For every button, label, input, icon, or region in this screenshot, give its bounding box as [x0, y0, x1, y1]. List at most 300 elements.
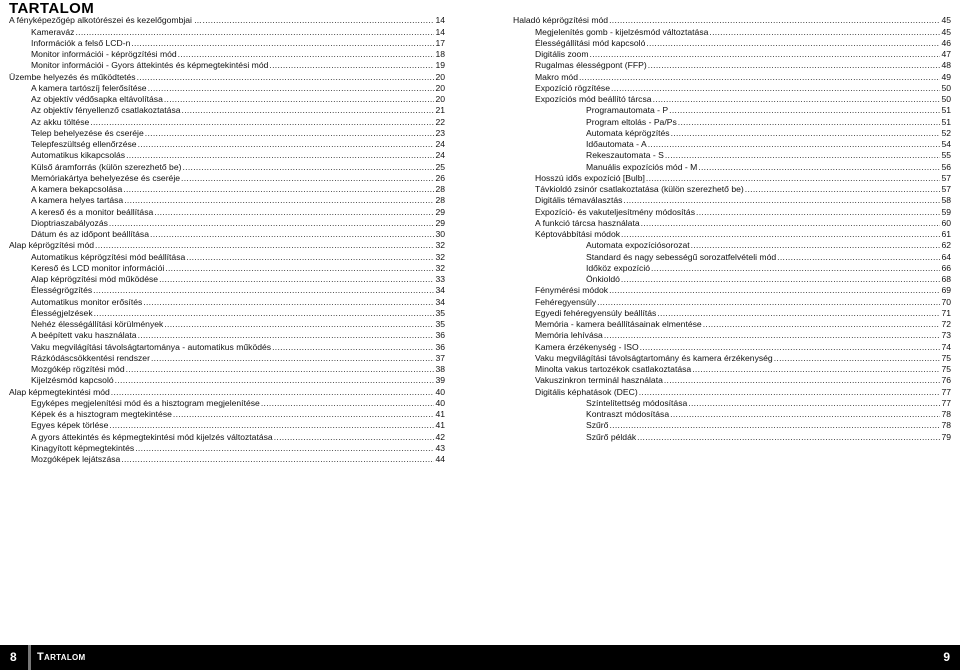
toc-entry-label: Vakuszinkron terminál használata	[535, 375, 663, 386]
toc-entry-label: Standard és nagy sebességű sorozatfelvételi mód	[586, 251, 777, 262]
toc-entry[interactable]	[513, 71, 951, 82]
toc-entry-page-number: 73	[941, 330, 951, 341]
dot-leader	[579, 72, 940, 83]
toc-entry-label: Nehéz élességállítási körülmények	[31, 319, 164, 329]
toc-entry[interactable]	[9, 285, 445, 296]
toc-entry-page-number: 46	[941, 37, 951, 48]
dot-leader	[637, 432, 940, 443]
dot-leader	[709, 27, 940, 38]
footer-left-page-number: 8	[10, 650, 17, 664]
toc-entry-page-number: 35	[435, 319, 445, 329]
toc-entry-page-number: 51	[941, 116, 951, 127]
toc-entry[interactable]	[513, 398, 951, 409]
toc-entry-page-number: 37	[435, 352, 445, 363]
toc-entry[interactable]	[9, 386, 445, 397]
toc-entry-label: Haladó képrögzítési mód	[513, 15, 609, 26]
toc-entry[interactable]	[513, 274, 951, 285]
dot-leader	[653, 94, 941, 105]
toc-entry-page-number: 60	[941, 217, 951, 228]
toc-entry[interactable]	[513, 285, 951, 296]
dot-leader	[646, 173, 941, 184]
toc-entry-label: Kamera érzékenység - ISO	[535, 341, 639, 352]
toc-entry[interactable]	[9, 263, 445, 274]
toc-entry-page-number: 40	[435, 397, 445, 408]
toc-entry-label: Expozíció rögzítése	[535, 82, 610, 93]
toc-entry-label: Üzembe helyezés és működtetés	[9, 71, 136, 82]
toc-entry-page-number: 34	[435, 296, 445, 307]
dot-leader	[669, 105, 940, 116]
dot-leader	[178, 49, 435, 60]
toc-entry[interactable]	[9, 353, 445, 364]
toc-entry-label: Expozíció- és vakuteljesítmény módosítás	[535, 206, 696, 217]
toc-entry-label: A fényképezőgép alkotórészei és kezelőgombjai ...	[9, 15, 202, 26]
dot-leader	[121, 454, 434, 465]
dot-leader	[609, 420, 940, 431]
toc-entry-page-number: 75	[941, 364, 951, 374]
dot-leader	[94, 308, 435, 319]
toc-entry[interactable]	[9, 150, 445, 161]
toc-entry[interactable]	[9, 274, 445, 285]
toc-entry-label: Szűrő példák	[586, 431, 637, 442]
toc-entry-label: Rázkódáscsökkentési rendszer	[31, 352, 150, 363]
toc-entry[interactable]	[9, 364, 445, 375]
toc-entry-page-number: 32	[435, 262, 445, 273]
dot-leader	[671, 128, 941, 139]
dot-leader	[93, 285, 434, 296]
dot-leader	[151, 353, 435, 364]
toc-entry-label: Fehéregyensúly	[535, 296, 597, 307]
toc-entry-page-number: 19	[435, 60, 445, 71]
toc-entry[interactable]	[9, 26, 445, 37]
toc-entry-page-number: 14	[435, 26, 445, 37]
toc-entry-label: Minolta vakus tartozékok csatlakoztatása	[535, 364, 692, 374]
dot-leader	[269, 60, 434, 71]
toc-entry-label: Programautomata - P	[586, 105, 669, 116]
toc-entry-page-number: 22	[435, 116, 445, 127]
dot-leader	[150, 229, 434, 240]
toc-entry-label: Memóriakártya behelyezése és cseréje	[31, 172, 181, 183]
dot-leader	[648, 139, 941, 150]
toc-entry-label: Egyképes megjelenítési mód és a hisztogram megjelenítése	[31, 397, 260, 408]
toc-entry[interactable]	[513, 420, 951, 431]
toc-entry-label: Az akku töltése	[31, 116, 90, 127]
toc-entry[interactable]	[513, 364, 951, 375]
toc-entry[interactable]	[513, 240, 951, 251]
toc-entry-label: Digitális zoom	[535, 49, 589, 59]
toc-entry[interactable]	[9, 308, 445, 319]
toc-entry[interactable]	[513, 229, 951, 240]
dot-leader	[665, 150, 941, 161]
toc-entry-page-number: 55	[941, 150, 951, 161]
page-footer	[0, 645, 960, 670]
dot-leader	[597, 297, 940, 308]
dot-leader	[154, 207, 434, 218]
toc-entry-page-number: 61	[941, 229, 951, 239]
toc-column-left	[9, 15, 445, 465]
toc-entry[interactable]	[9, 139, 445, 150]
toc-entry-label: Memória lehívása	[535, 330, 603, 341]
dot-leader	[181, 173, 434, 184]
toc-entry[interactable]	[9, 409, 445, 420]
dot-leader	[173, 409, 435, 420]
toc-entry-page-number: 57	[941, 184, 951, 194]
toc-entry[interactable]	[9, 161, 445, 172]
toc-entry-label: Program eltolás - Pa/Ps	[586, 116, 677, 127]
toc-entry-page-number: 35	[435, 307, 445, 318]
toc-entry-label: Rugalmas élességpont (FFP)	[535, 60, 647, 71]
toc-entry-label: Mozgókép rögzítési mód	[31, 364, 125, 374]
toc-entry-page-number: 54	[941, 139, 951, 149]
dot-leader	[182, 105, 435, 116]
toc-entry[interactable]	[513, 375, 951, 386]
toc-entry[interactable]	[9, 15, 445, 26]
toc-entry[interactable]	[513, 139, 951, 150]
toc-entry[interactable]	[9, 195, 445, 206]
toc-entry-page-number: 41	[435, 409, 445, 419]
dot-leader	[135, 443, 434, 454]
toc-entry-label: Időautomata - A	[586, 139, 647, 149]
toc-entry-label: Memória - kamera beállításainak elmentése	[535, 319, 702, 329]
dot-leader	[186, 252, 434, 263]
toc-entry-page-number: 39	[435, 375, 445, 386]
dot-leader	[164, 94, 435, 105]
dot-leader	[604, 330, 941, 341]
toc-entry[interactable]	[513, 251, 951, 262]
toc-entry-label: Makro mód	[535, 71, 578, 82]
toc-entry-label: Szűrő	[586, 420, 609, 431]
toc-entry-page-number: 20	[435, 82, 445, 93]
toc-entry[interactable]	[513, 341, 951, 352]
dot-leader	[115, 375, 435, 386]
toc-entry[interactable]	[513, 26, 951, 37]
toc-entry[interactable]	[9, 431, 445, 442]
toc-entry[interactable]	[513, 161, 951, 172]
toc-entry-label: Élességjelzések	[31, 307, 93, 318]
toc-entry[interactable]	[513, 431, 951, 442]
toc-entry[interactable]	[513, 105, 951, 116]
dot-leader	[777, 252, 940, 263]
toc-entry-page-number: 77	[941, 397, 951, 408]
toc-entry[interactable]	[9, 184, 445, 195]
toc-entry[interactable]	[513, 83, 951, 94]
dot-leader	[109, 218, 435, 229]
toc-entry[interactable]	[9, 116, 445, 127]
dot-leader	[698, 162, 940, 173]
toc-entry-label: Önkioldó	[586, 274, 620, 284]
toc-entry[interactable]	[9, 206, 445, 217]
toc-entry-label: Telepfeszültség ellenőrzése	[31, 139, 137, 149]
toc-entry-page-number: 79	[941, 431, 951, 442]
toc-entry-page-number: 29	[435, 206, 445, 217]
dot-leader	[137, 72, 435, 83]
toc-entry[interactable]	[9, 375, 445, 386]
toc-entry-label: Egyes képek törlése	[31, 420, 109, 431]
toc-entry[interactable]	[513, 330, 951, 341]
toc-entry[interactable]	[513, 15, 951, 26]
toc-entry-label: Külső áramforrás (külön szerezhető be)	[31, 161, 182, 172]
dot-leader	[646, 38, 940, 49]
toc-entry-page-number: 36	[435, 341, 445, 352]
toc-entry[interactable]	[9, 420, 445, 431]
toc-entry[interactable]	[513, 49, 951, 60]
toc-entry-label: Időköz expozíció	[586, 262, 651, 273]
toc-entry[interactable]	[513, 296, 951, 307]
toc-entry[interactable]	[9, 330, 445, 341]
toc-entry-page-number: 66	[941, 262, 951, 273]
toc-entry-page-number: 69	[941, 285, 951, 296]
toc-entry[interactable]	[513, 173, 951, 184]
dot-leader	[164, 319, 434, 330]
toc-entry[interactable]	[513, 94, 951, 105]
dot-leader	[609, 15, 940, 26]
toc-entry[interactable]	[513, 308, 951, 319]
toc-entry-label: Kereső és LCD monitor információi	[31, 262, 165, 273]
toc-entry-label: Kijelzésmód kapcsoló	[31, 375, 114, 386]
toc-entry-page-number: 26	[435, 172, 445, 183]
toc-entry-page-number: 64	[941, 251, 951, 262]
toc-entry-page-number: 44	[435, 454, 445, 464]
toc-entry-label: Telep behelyezése és cseréje	[31, 127, 144, 138]
toc-entry[interactable]	[513, 263, 951, 274]
toc-entry-page-number: 33	[435, 274, 445, 284]
toc-entry-page-number: 50	[941, 82, 951, 93]
dot-leader	[774, 353, 941, 364]
toc-entry-page-number: 25	[435, 161, 445, 172]
dot-leader	[143, 297, 434, 308]
toc-entry[interactable]	[513, 195, 951, 206]
toc-entry-page-number: 32	[435, 251, 445, 262]
dot-leader	[138, 330, 435, 341]
footer-right-page-number: 9	[943, 650, 950, 664]
dot-leader	[691, 240, 941, 251]
toc-entry[interactable]	[513, 184, 951, 195]
dot-leader	[623, 195, 940, 206]
toc-entry-page-number: 74	[941, 341, 951, 352]
toc-entry-label: A kereső és a monitor beállítása	[31, 206, 154, 217]
toc-entry-label: A kamera helyes tartása	[31, 195, 124, 206]
toc-entry[interactable]	[9, 229, 445, 240]
toc-entry-page-number: 71	[941, 307, 951, 318]
toc-entry[interactable]	[9, 83, 445, 94]
toc-entry-page-number: 52	[941, 127, 951, 138]
dot-leader	[648, 60, 941, 71]
dot-leader	[109, 420, 434, 431]
toc-entry-label: Az objektív védősapka eltávolítása	[31, 94, 163, 104]
dot-leader	[159, 274, 434, 285]
toc-entry-page-number: 38	[435, 364, 445, 374]
dot-leader	[651, 263, 940, 274]
dot-leader	[165, 263, 434, 274]
toc-entry-page-number: 20	[435, 71, 445, 82]
toc-entry[interactable]	[9, 319, 445, 330]
dot-leader	[75, 27, 434, 38]
toc-entry-page-number: 24	[435, 139, 445, 149]
toc-entry-label: Fénymérési módok	[535, 285, 609, 296]
toc-entry-page-number: 62	[941, 240, 951, 251]
toc-entry-label: Monitor információi - képrögzítési mód	[31, 49, 177, 59]
toc-entry-page-number: 21	[435, 105, 445, 116]
dot-leader	[203, 15, 435, 26]
toc-entry-label: Információk a felső LCD-n	[31, 37, 131, 48]
toc-entry-page-number: 58	[941, 195, 951, 206]
toc-entry-page-number: 70	[941, 296, 951, 307]
toc-entry[interactable]	[9, 443, 445, 454]
dot-leader	[696, 207, 940, 218]
toc-entry-page-number: 45	[941, 15, 951, 26]
dot-leader	[688, 398, 940, 409]
toc-entry-label: Képtovábbítási módok	[535, 229, 621, 239]
toc-entry-page-number: 18	[435, 49, 445, 59]
toc-entry-page-number: 28	[435, 184, 445, 194]
toc-entry-label: Digitális képhatások (DEC)	[535, 386, 638, 397]
toc-entry-label: Képek és a hisztogram megtekintése	[31, 409, 172, 419]
toc-entry-label: Automatikus kikapcsolás	[31, 150, 126, 161]
toc-entry-label: Alap képrögzítési mód	[9, 240, 95, 251]
toc-entry-page-number: 41	[435, 420, 445, 431]
dot-leader	[611, 83, 940, 94]
toc-entry-page-number: 43	[435, 442, 445, 453]
dot-leader	[123, 184, 434, 195]
toc-entry[interactable]	[513, 206, 951, 217]
dot-leader	[641, 218, 941, 229]
toc-entry-page-number: 28	[435, 195, 445, 206]
toc-entry[interactable]	[9, 454, 445, 465]
toc-entry[interactable]	[9, 128, 445, 139]
toc-entry-page-number: 34	[435, 285, 445, 296]
dot-leader	[145, 128, 435, 139]
toc-entry[interactable]	[9, 38, 445, 49]
toc-entry-page-number: 68	[941, 274, 951, 284]
toc-column-right	[513, 15, 951, 443]
toc-entry[interactable]	[9, 105, 445, 116]
dot-leader	[664, 375, 941, 386]
toc-entry-label: Kontraszt módosítása	[586, 409, 670, 419]
toc-entry[interactable]	[9, 94, 445, 105]
dot-leader	[621, 274, 941, 285]
toc-entry-label: Vaku megvilágítási távolságtartománya - automatikus működés	[31, 341, 272, 352]
dot-leader	[124, 195, 434, 206]
toc-entry[interactable]	[513, 150, 951, 161]
toc-entry-label: Mozgóképek lejátszása	[31, 454, 121, 464]
toc-entry-label: Manuális expozíciós mód - M	[586, 161, 698, 172]
toc-entry-page-number: 30	[435, 229, 445, 239]
toc-entry[interactable]	[513, 409, 951, 420]
dot-leader	[126, 150, 434, 161]
toc-entry-label: Kameraváz	[31, 26, 75, 37]
toc-entry-page-number: 17	[435, 37, 445, 48]
toc-entry[interactable]	[9, 60, 445, 71]
toc-entry-label: Élességrögzítés	[31, 285, 93, 296]
toc-entry-page-number: 14	[435, 15, 445, 26]
toc-entry-label: Monitor információi - Gyors áttekintés és képmegtekintési mód	[31, 60, 269, 71]
toc-entry[interactable]	[9, 296, 445, 307]
toc-entry[interactable]	[513, 386, 951, 397]
toc-entry[interactable]	[513, 353, 951, 364]
toc-entry[interactable]	[9, 71, 445, 82]
toc-entry-label: Expozíciós mód beállító tárcsa	[535, 94, 652, 104]
toc-entry-label: Automata képrögzítés	[586, 127, 670, 138]
toc-entry-page-number: 42	[435, 431, 445, 442]
footer-section-title: Tartalom	[37, 651, 86, 663]
toc-entry-label: Színtelítettség módosítása	[586, 397, 688, 408]
toc-entry[interactable]	[9, 240, 445, 251]
toc-entry-page-number: 72	[941, 319, 951, 329]
toc-entry-label: Automata expozíciósorozat	[586, 240, 690, 251]
toc-entry-page-number: 48	[941, 60, 951, 71]
toc-entry[interactable]	[9, 49, 445, 60]
dot-leader	[621, 229, 940, 240]
toc-entry-label: A kamera tartószíj felerősítése	[31, 82, 147, 93]
dot-leader	[692, 364, 940, 375]
dot-leader	[272, 342, 434, 353]
toc-entry-label: A beépített vaku használata	[31, 330, 137, 341]
toc-entry-page-number: 32	[435, 240, 445, 251]
toc-entry-label: Kinagyított képmegtekintés	[31, 442, 135, 453]
toc-entry-label: Az objektív fényellenző csatlakoztatása	[31, 105, 181, 116]
toc-entry-label: Alap képmegtekintési mód	[9, 386, 110, 397]
toc-entry-page-number: 23	[435, 127, 445, 138]
toc-entry-label: Megjelenítés gomb - kijelzésmód változtatása	[535, 26, 709, 37]
toc-entry-page-number: 76	[941, 375, 951, 386]
toc-entry-page-number: 56	[941, 161, 951, 172]
toc-entry[interactable]	[513, 319, 951, 330]
toc-entry-label: A funkció tárcsa használata	[535, 217, 640, 228]
dot-leader	[745, 184, 941, 195]
toc-entry-page-number: 47	[941, 49, 951, 59]
toc-entry-page-number: 29	[435, 217, 445, 228]
toc-entry-page-number: 24	[435, 150, 445, 161]
dot-leader	[148, 83, 435, 94]
toc-entry-page-number: 78	[941, 420, 951, 431]
toc-entry-label: Vaku megvilágítási távolságtartomány és kamera érzékenység	[535, 352, 773, 363]
toc-entry-label: Dátum és az időpont beállítása	[31, 229, 149, 239]
toc-entry-label: Távkioldó zsinór csatlakoztatása (külön szerezhető be)	[535, 184, 744, 194]
dot-leader	[657, 308, 940, 319]
page-title: TARTALOM	[9, 0, 95, 17]
dot-leader	[261, 398, 435, 409]
footer-divider	[28, 645, 31, 670]
toc-entry-label: Rekeszautomata - S	[586, 150, 664, 161]
toc-entry-page-number: 57	[941, 172, 951, 183]
toc-entry[interactable]	[513, 128, 951, 139]
dot-leader	[95, 240, 434, 251]
dot-leader	[640, 342, 941, 353]
toc-entry-label: A kamera bekapcsolása	[31, 184, 123, 194]
toc-entry-label: Alap képrögzítési mód működése	[31, 274, 159, 284]
dot-leader	[182, 162, 434, 173]
toc-entry[interactable]	[513, 116, 951, 127]
toc-entry-page-number: 45	[941, 26, 951, 37]
toc-entry-page-number: 20	[435, 94, 445, 104]
toc-entry-page-number: 36	[435, 330, 445, 341]
toc-entry[interactable]	[9, 218, 445, 229]
toc-entry[interactable]	[513, 38, 951, 49]
toc-entry[interactable]	[9, 341, 445, 352]
toc-entry-page-number: 78	[941, 409, 951, 419]
dot-leader	[126, 364, 435, 375]
toc-entry[interactable]	[9, 398, 445, 409]
toc-entry-page-number: 40	[435, 386, 445, 397]
toc-entry[interactable]	[513, 60, 951, 71]
toc-entry-label: A gyors áttekintés és képmegtekintési mód kijelzés változtatása	[31, 431, 273, 442]
dot-leader	[138, 139, 435, 150]
toc-entry[interactable]	[9, 251, 445, 262]
toc-entry[interactable]	[513, 218, 951, 229]
toc-entry-page-number: 51	[941, 105, 951, 116]
toc-entry-label: Hosszú idős expozíció [Bulb]	[535, 172, 645, 183]
dot-leader	[111, 387, 435, 398]
toc-entry[interactable]	[9, 173, 445, 184]
